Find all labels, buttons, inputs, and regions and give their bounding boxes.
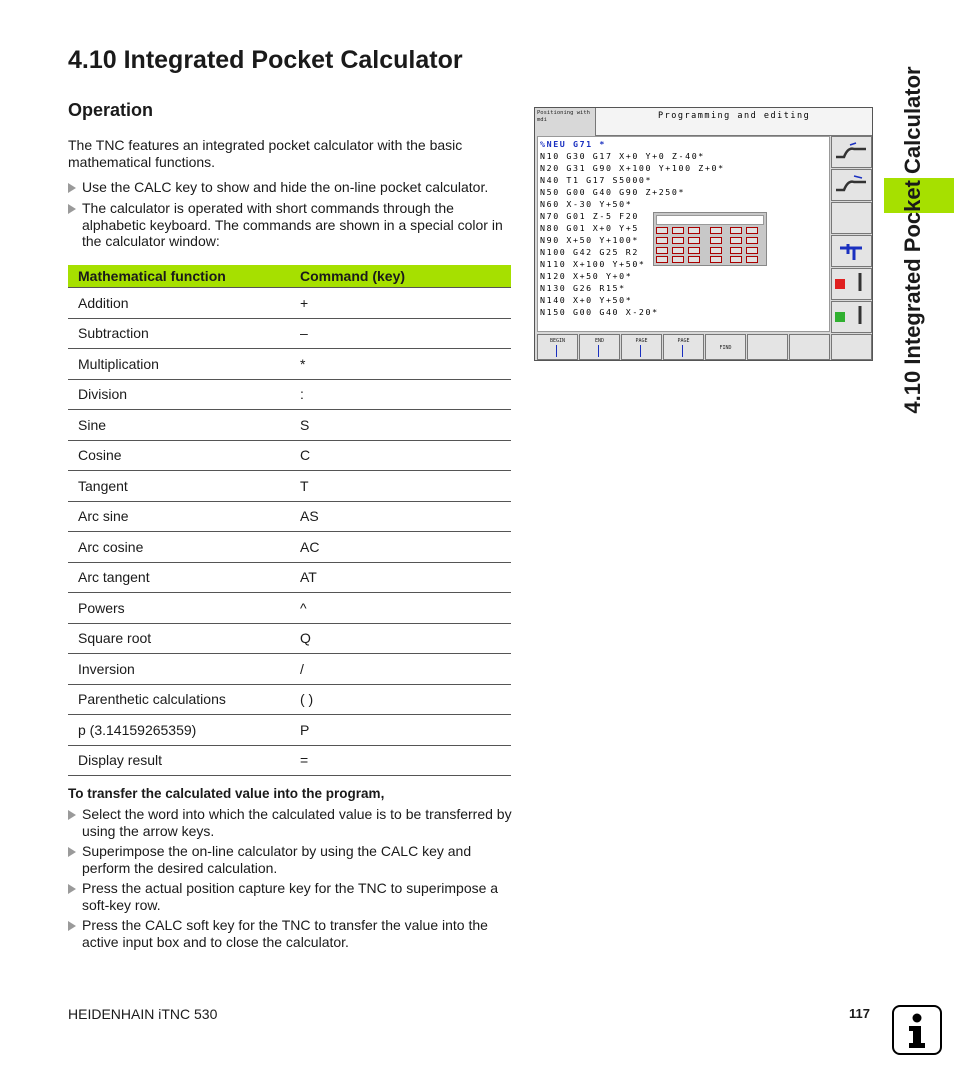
program-line: N130 G26 R15*: [540, 283, 626, 293]
function-cell: Square root: [68, 623, 290, 654]
command-cell: +: [290, 288, 511, 319]
pocket-calculator-window: [653, 212, 767, 266]
function-cell: Division: [68, 379, 290, 410]
calculator-key: [688, 237, 700, 244]
table-row: [68, 410, 511, 441]
function-cell: Arc tangent: [68, 562, 290, 593]
calculator-key: [730, 247, 742, 254]
tnc-screenshot: [534, 107, 873, 361]
table-row: [68, 379, 511, 410]
calculator-key: [656, 256, 668, 263]
calculator-key: [710, 237, 722, 244]
calculator-key: [656, 227, 668, 234]
calculator-key: [746, 237, 758, 244]
softkey-page-up: [621, 334, 662, 360]
table-row: [68, 501, 511, 532]
arrow-up-icon: [556, 345, 557, 357]
info-glyph: [894, 1007, 940, 1053]
program-line: N110 X+100 Y+50*: [540, 259, 646, 269]
footer-manual-name: HEIDENHAIN iTNC 530: [68, 1006, 218, 1022]
bullet-text: Select the word into which the calculated value is to be transferred by using the arrow keys.: [82, 806, 512, 839]
table-row: [68, 440, 511, 471]
function-cell: Sine: [68, 410, 290, 441]
function-cell: Cosine: [68, 440, 290, 471]
calculator-key: [730, 237, 742, 244]
program-line: %NEU G71 *: [540, 139, 606, 149]
bullet-text: Press the CALC soft key for the TNC to transfer the value into the active input box and to close the calculator.: [82, 917, 488, 950]
program-line: N50 G00 G40 G90 Z+250*: [540, 187, 686, 197]
calculator-key: [656, 237, 668, 244]
program-line: N70 G01 Z-5 F20: [540, 211, 639, 221]
spindle-icon: [832, 269, 871, 299]
program-window: [537, 136, 830, 332]
calculator-key: [656, 247, 668, 254]
command-cell: C: [290, 440, 511, 471]
command-cell: Q: [290, 623, 511, 654]
calculator-key: [672, 237, 684, 244]
table-row: [68, 684, 511, 715]
calculator-key: [730, 227, 742, 234]
command-cell: P: [290, 715, 511, 746]
screen-mode-label: Positioning with mdi: [537, 110, 590, 123]
function-cell: Subtraction: [68, 318, 290, 349]
softkey-label: PAGE: [677, 338, 690, 344]
bullet-arrow-icon: [68, 847, 76, 857]
bullet-arrow-icon: [68, 183, 76, 193]
function-cell: Arc cosine: [68, 532, 290, 563]
calculator-key: [688, 256, 700, 263]
softkey-begin: [537, 334, 578, 360]
contour-right-icon: [832, 170, 871, 200]
program-line: N100 G42 G25 R2: [540, 247, 639, 257]
softkey-label: BEGIN: [549, 338, 566, 344]
calculator-key: [688, 227, 700, 234]
program-line: N80 G01 X+0 Y+5: [540, 223, 639, 233]
calculator-key: [746, 247, 758, 254]
function-cell: Parenthetic calculations: [68, 684, 290, 715]
softkey-spindle-0: [831, 268, 872, 300]
function-cell: Multiplication: [68, 349, 290, 380]
function-cell: Powers: [68, 593, 290, 624]
command-cell: ^: [290, 593, 511, 624]
command-cell: /: [290, 654, 511, 685]
command-cell: AT: [290, 562, 511, 593]
program-line: N150 G00 G40 X-20*: [540, 307, 659, 317]
contour-left-icon: [832, 137, 871, 167]
softkey-find: [705, 334, 746, 360]
function-cell: Addition: [68, 288, 290, 319]
table-row: [68, 654, 511, 685]
softkey-contour-right: [831, 169, 872, 201]
bullet-item: [68, 806, 512, 839]
table-row: [68, 532, 511, 563]
function-cell: p (3.14159265359): [68, 715, 290, 746]
command-cell: *: [290, 349, 511, 380]
bullet-arrow-icon: [68, 884, 76, 894]
table-row: [68, 318, 511, 349]
page-title: 4.10 Integrated Pocket Calculator: [68, 46, 463, 74]
screen-header: [595, 108, 872, 136]
softkey-bar: [537, 334, 870, 360]
softkey-label: END: [594, 338, 605, 344]
command-cell: –: [290, 318, 511, 349]
page-number: 117: [849, 1006, 870, 1021]
arrow-down-icon: [598, 345, 599, 357]
command-cell: T: [290, 471, 511, 502]
function-table: [68, 265, 511, 776]
table-row: [68, 288, 511, 319]
calculator-key: [746, 227, 758, 234]
calculator-key: [672, 256, 684, 263]
table-header-row: [68, 265, 511, 288]
table-row: [68, 562, 511, 593]
table-row: [68, 745, 511, 776]
calculator-key: [730, 256, 742, 263]
function-cell: Display result: [68, 745, 290, 776]
bullet-text: Press the actual position capture key for the TNC to superimpose a soft-key row.: [82, 880, 499, 913]
table-header-command: Command (key): [290, 265, 511, 288]
program-line: N40 T1 G17 S5000*: [540, 175, 653, 185]
softkey-blank: [789, 334, 830, 360]
softkey-spindle-1: [831, 301, 872, 333]
arrow-up-icon: [640, 345, 641, 357]
table-header-function: Mathematical function: [68, 265, 290, 288]
tool-icon: [832, 236, 871, 266]
program-line: N60 X-30 Y+50*: [540, 199, 633, 209]
calculator-key: [688, 247, 700, 254]
calculator-key: [710, 247, 722, 254]
bullet-item: [68, 843, 512, 876]
bullet-text: The calculator is operated with short commands through the alphabetic keyboard. The commands are shown in a special color in the calculator window:: [82, 200, 503, 249]
function-cell: Inversion: [68, 654, 290, 685]
bullet-text: Use the CALC key to show and hide the on-line pocket calculator.: [82, 179, 489, 195]
function-cell: Arc sine: [68, 501, 290, 532]
command-cell: AS: [290, 501, 511, 532]
calculator-key: [710, 227, 722, 234]
program-line: N140 X+0 Y+50*: [540, 295, 633, 305]
spindle-icon: [832, 302, 871, 332]
table-row: [68, 471, 511, 502]
softkey-page-down: [663, 334, 704, 360]
table-row: [68, 593, 511, 624]
bullet-arrow-icon: [68, 204, 76, 214]
program-line: N90 X+50 Y+100*: [540, 235, 639, 245]
command-cell: ( ): [290, 684, 511, 715]
calculator-key: [672, 247, 684, 254]
table-row: [68, 623, 511, 654]
bullet-item: [68, 880, 512, 913]
bullet-item: [68, 200, 512, 250]
program-line: N20 G31 G90 X+100 Y+100 Z+0*: [540, 163, 725, 173]
softkey-blank: [831, 202, 872, 234]
function-cell: Tangent: [68, 471, 290, 502]
screen-title: Programming and editing: [658, 111, 811, 121]
softkey-end: [579, 334, 620, 360]
table-row: [68, 715, 511, 746]
softkey-blank: [831, 334, 872, 360]
bullet-item: [68, 179, 512, 196]
bullet-arrow-icon: [68, 810, 76, 820]
command-cell: S: [290, 410, 511, 441]
program-line: N10 G30 G17 X+0 Y+0 Z-40*: [540, 151, 705, 161]
command-cell: AC: [290, 532, 511, 563]
bullet-arrow-icon: [68, 921, 76, 931]
program-line: N120 X+50 Y+0*: [540, 271, 633, 281]
calculator-display: [656, 215, 764, 225]
intro-paragraph: The TNC features an integrated pocket calculator with the basic mathematical functions.: [68, 137, 463, 170]
calculator-key: [672, 227, 684, 234]
side-chapter-title: 4.10 Integrated Pocket Calculator: [900, 66, 925, 414]
bullet-text: Superimpose the on-line calculator by using the CALC key and perform the desired calculation.: [82, 843, 472, 876]
table-row: [68, 349, 511, 380]
softkey-blank: [747, 334, 788, 360]
calculator-key: [710, 256, 722, 263]
arrow-down-icon: [682, 345, 683, 357]
softkey-contour-left: [831, 136, 872, 168]
bullet-item: [68, 917, 512, 950]
softkey-label: FIND: [719, 345, 732, 351]
command-cell: =: [290, 745, 511, 776]
transfer-heading: To transfer the calculated value into the program,: [68, 786, 385, 801]
calculator-key: [746, 256, 758, 263]
section-heading: Operation: [68, 100, 154, 120]
info-icon: [892, 1005, 942, 1055]
command-cell: :: [290, 379, 511, 410]
softkey-label: PAGE: [635, 338, 648, 344]
softkey-tool: [831, 235, 872, 267]
